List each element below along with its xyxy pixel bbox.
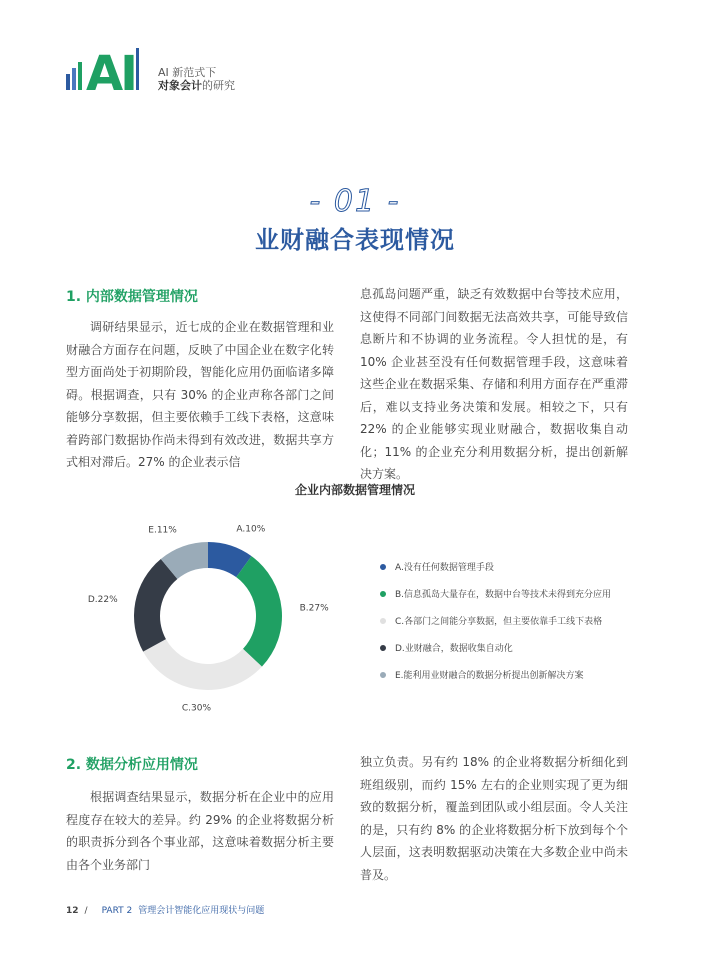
legend-item-3 bbox=[380, 641, 611, 654]
donut-label-0: A.10% bbox=[236, 524, 266, 535]
legend-swatch-icon bbox=[380, 672, 386, 678]
part2-column-left: 根据调查结果显示，数据分析在企业中的应用程度存在较大的差异。约 29% 的企业将数据分析的职责拆分到各个事业部，这意味着数据分析主要由各个业务部门 bbox=[66, 790, 334, 872]
header-subtitle bbox=[158, 66, 235, 92]
donut-label-2: C.30% bbox=[181, 703, 212, 714]
legend-label: D.业财融合，数据收集自动化 bbox=[395, 644, 513, 654]
section-title: 业财融合表现情况 bbox=[255, 226, 455, 254]
part1-heading: 1. 内部数据管理情况 bbox=[66, 289, 198, 305]
part2-heading: 2. 数据分析应用情况 bbox=[66, 757, 198, 773]
donut-label-3: D.22% bbox=[87, 594, 118, 605]
legend-label: C.各部门之间能分享数据，但主要依靠手工线下表格 bbox=[395, 617, 603, 627]
header-line1: AI 新范式下 bbox=[158, 66, 217, 79]
legend-item-4 bbox=[380, 668, 611, 681]
logo-text: AI bbox=[86, 46, 136, 92]
part2-column-right: 独立负责。另有约 18% 的企业将数据分析细化到班组级别，而约 15% 左右的企业则实现了更为细致的数据分析，覆盖到团队或小组层面。令人关注的是，只有约 8% 的企业将数据分析下放到每个个人层面，这表明数据驱动决策在大多数企业中尚未普及。 bbox=[360, 755, 628, 882]
legend-label: A.没有任何数据管理手段 bbox=[395, 563, 494, 573]
legend-label: E.能利用业财融合的数据分析提出创新解决方案 bbox=[395, 671, 584, 681]
header-line2-bold: 对象会计 bbox=[158, 79, 202, 92]
legend-swatch-icon bbox=[380, 645, 386, 651]
legend-label: B.信息孤岛大量存在，数据中台等技术未得到充分应用 bbox=[395, 590, 612, 600]
part1-column-right: 息孤岛问题严重，缺乏有效数据中台等技术应用，这使得不同部门间数据无法高效共享，可能导致信息断片和不协调的业务流程。令人担忧的是，有 10% 企业甚至没有任何数据管理手段，这意味着这些企业在数据采集、存储和利用方面存在严重滞后，难以支持业务决策和发展。相较之下，只有 22% 的企业能够实现业财融合，数据收集自动化；11% 的企业充分利用数据分析，提出创新解决方案。 bbox=[360, 287, 628, 481]
page-number: 12 bbox=[66, 906, 79, 916]
chart-title: 企业内部数据管理情况 bbox=[294, 483, 415, 497]
part1-column-left: 调研结果显示，近七成的企业在数据管理和业财融合方面存在问题，反映了中国企业在数字化转型方面尚处于初期阶段，智能化应用仍面临诸多障碍。根据调查，只有 30% 的企业声称各部门之间能够分享数据，但主要依赖手工线下表格，这意味着跨部门数据协作尚未得到有效改进，数据共享方式相对滞后。27% 的企业表示信 bbox=[66, 320, 334, 469]
legend-swatch-icon bbox=[380, 591, 386, 597]
footer-slash: / bbox=[84, 906, 88, 916]
header-line2-rest: 的研究 bbox=[202, 79, 235, 92]
donut-chart bbox=[87, 520, 329, 720]
ai-logo bbox=[66, 44, 156, 92]
section-number: - 01 - bbox=[309, 184, 401, 219]
legend-item-0 bbox=[380, 560, 611, 573]
page-footer bbox=[66, 903, 264, 916]
donut-label-4: E.11% bbox=[148, 525, 177, 536]
legend-swatch-icon bbox=[380, 564, 386, 570]
footer-part: PART 2 bbox=[101, 906, 133, 916]
donut-slice-3 bbox=[134, 559, 177, 652]
donut-label-1: B.27% bbox=[299, 603, 329, 614]
donut-slice-2 bbox=[143, 639, 262, 690]
chart-legend bbox=[380, 560, 611, 695]
footer-title: 管理会计智能化应用现状与问题 bbox=[138, 906, 265, 916]
legend-swatch-icon bbox=[380, 618, 386, 624]
legend-item-1 bbox=[380, 587, 611, 600]
header-line2 bbox=[158, 79, 235, 92]
legend-item-2 bbox=[380, 614, 611, 627]
